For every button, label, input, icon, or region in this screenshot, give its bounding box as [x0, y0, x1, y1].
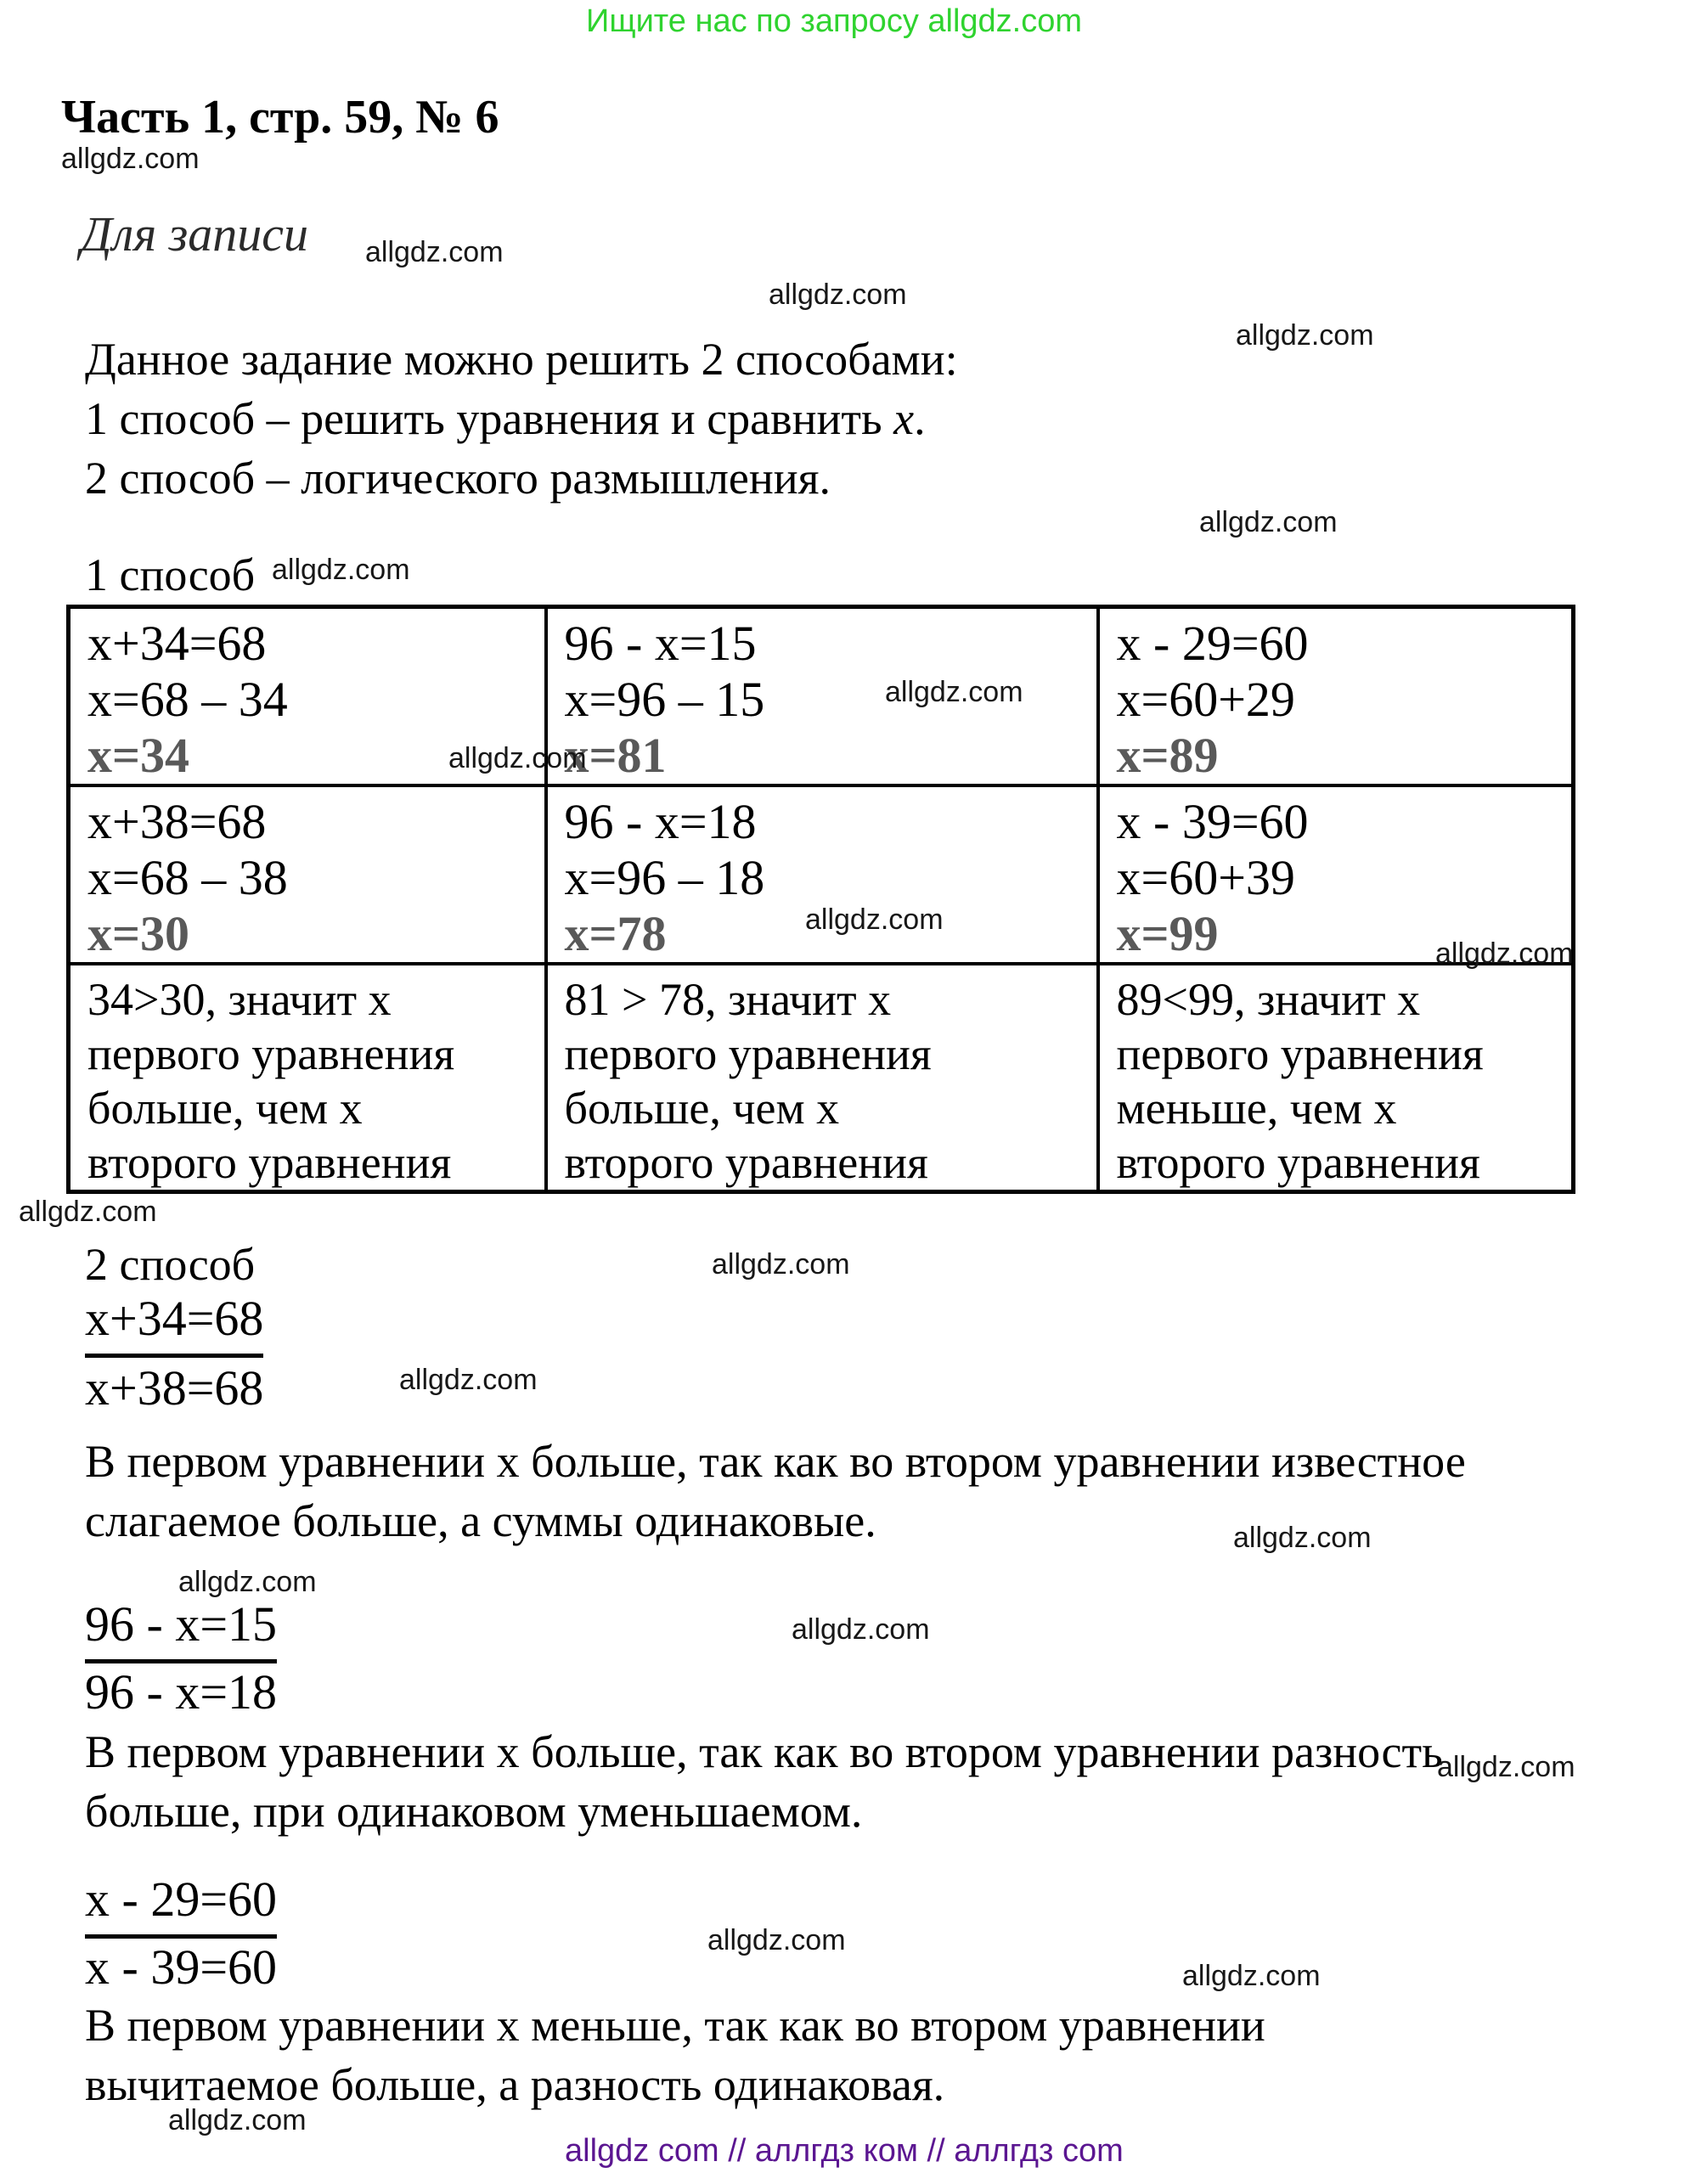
table-cell	[1098, 964, 1574, 1192]
table-row	[69, 607, 1574, 786]
watermark: allgdz.com	[19, 1196, 157, 1228]
equation-line: x - 29=60	[1116, 616, 1309, 671]
watermark: allgdz.com	[272, 554, 410, 586]
method2-block3-equation1: x - 29=60	[85, 1873, 277, 1939]
equation-result: x=81	[564, 728, 667, 783]
equation-line: x=68 – 38	[87, 850, 288, 905]
equation-line: x+34=68	[87, 616, 267, 671]
footer-line: allgdz com // аллгдз ком // аллгдз com	[565, 2133, 1124, 2169]
watermark: allgdz.com	[1236, 319, 1374, 352]
equation-result: x=34	[87, 728, 190, 783]
solutions-table	[66, 605, 1575, 1194]
watermark: allgdz.com	[885, 676, 1023, 708]
intro-line-2-period: .	[914, 393, 926, 444]
intro-line-3: 2 способ – логического размышления.	[85, 453, 831, 504]
equation-result: x=78	[564, 906, 667, 961]
promo-line: Ищите нас по запросу allgdz.com	[586, 3, 1083, 39]
explanation-line: В первом уравнении x больше, так как во втором уравнении известное	[85, 1436, 1466, 1487]
conclusion-line: больше, чем x	[564, 1083, 840, 1134]
equation-line: x=96 – 15	[564, 672, 765, 727]
page-subtitle: Для записи	[81, 206, 309, 262]
watermark: allgdz.com	[1182, 1960, 1321, 1992]
equation-result: x=30	[87, 906, 190, 961]
equation-line: x=68 – 34	[87, 672, 288, 727]
equation-line: 96 - x=18	[564, 794, 757, 849]
conclusion-line: второго уравнения	[564, 1137, 928, 1188]
watermark: allgdz.com	[448, 742, 587, 774]
watermark: allgdz.com	[61, 143, 200, 175]
conclusion-line: 34>30, значит x	[87, 974, 392, 1025]
watermark: allgdz.com	[399, 1364, 538, 1396]
watermark: allgdz.com	[1437, 1751, 1575, 1783]
table-cell	[546, 785, 1098, 964]
conclusion-line: первого уравнения	[1116, 1028, 1484, 1079]
watermark: allgdz.com	[1435, 937, 1574, 970]
table-row	[69, 785, 1574, 964]
watermark: allgdz.com	[178, 1566, 317, 1598]
method1-label: 1 способ	[85, 549, 256, 600]
explanation-line: больше, при одинаковом уменьшаемом.	[85, 1786, 863, 1837]
method2-block2-equation2: 96 - x=18	[85, 1664, 278, 1720]
intro-line-2-text: 1 способ – решить уравнения и сравнить	[85, 393, 894, 444]
table-cell	[546, 964, 1098, 1192]
watermark: allgdz.com	[1199, 506, 1338, 538]
equation-result: x=89	[1116, 728, 1219, 783]
method2-block3-equation2: x - 39=60	[85, 1939, 278, 1995]
watermark: allgdz.com	[1233, 1522, 1372, 1554]
method2-block1-equation2: x+38=68	[85, 1360, 264, 1416]
conclusion-line: 89<99, значит x	[1116, 974, 1421, 1025]
watermark: allgdz.com	[712, 1248, 850, 1281]
watermark: allgdz.com	[805, 903, 944, 936]
method2-block2-explanation	[85, 1722, 1443, 1841]
method2-block3-explanation	[85, 1995, 1265, 2114]
equation-line: x+38=68	[87, 794, 267, 849]
watermark: allgdz.com	[168, 2104, 307, 2136]
explanation-line: В первом уравнении x больше, так как во втором уравнении разность	[85, 1726, 1443, 1777]
conclusion-line: первого уравнения	[564, 1028, 932, 1079]
intro-paragraph	[85, 329, 958, 508]
method2-block2-equation1: 96 - x=15	[85, 1598, 277, 1663]
watermark: allgdz.com	[792, 1613, 930, 1646]
conclusion-line: больше, чем x	[87, 1083, 363, 1134]
method2-label: 2 способ	[85, 1239, 256, 1290]
equation-line: x - 39=60	[1116, 794, 1309, 849]
conclusion-line: 81 > 78, значит x	[564, 974, 892, 1025]
equation-line: x=60+39	[1116, 850, 1295, 905]
table-cell	[69, 785, 546, 964]
explanation-line: вычитаемое больше, а разность одинаковая.	[85, 2059, 945, 2110]
equation-line: 96 - x=15	[564, 616, 757, 671]
watermark: allgdz.com	[769, 279, 907, 311]
explanation-line: слагаемое больше, а суммы одинаковые.	[85, 1495, 876, 1546]
conclusion-line: первого уравнения	[87, 1028, 455, 1079]
table-cell	[1098, 607, 1574, 786]
table-cell	[69, 964, 546, 1192]
watermark: allgdz.com	[707, 1924, 846, 1956]
method2-block1-equation1: x+34=68	[85, 1292, 263, 1358]
intro-line-2-variable: x	[893, 393, 915, 444]
equation-result: x=99	[1116, 906, 1219, 961]
conclusion-line: меньше, чем x	[1116, 1083, 1397, 1134]
explanation-line: В первом уравнении x меньше, так как во втором уравнении	[85, 2000, 1265, 2051]
conclusion-line: второго уравнения	[1116, 1137, 1480, 1188]
intro-line-2	[85, 389, 958, 448]
page-title: Часть 1, стр. 59, № 6	[61, 91, 499, 144]
equation-line: x=96 – 18	[564, 850, 765, 905]
table-row	[69, 964, 1574, 1192]
conclusion-line: второго уравнения	[87, 1137, 452, 1188]
intro-line-1: Данное задание можно решить 2 способами:	[85, 334, 958, 385]
equation-line: x=60+29	[1116, 672, 1295, 727]
watermark: allgdz.com	[365, 236, 504, 268]
